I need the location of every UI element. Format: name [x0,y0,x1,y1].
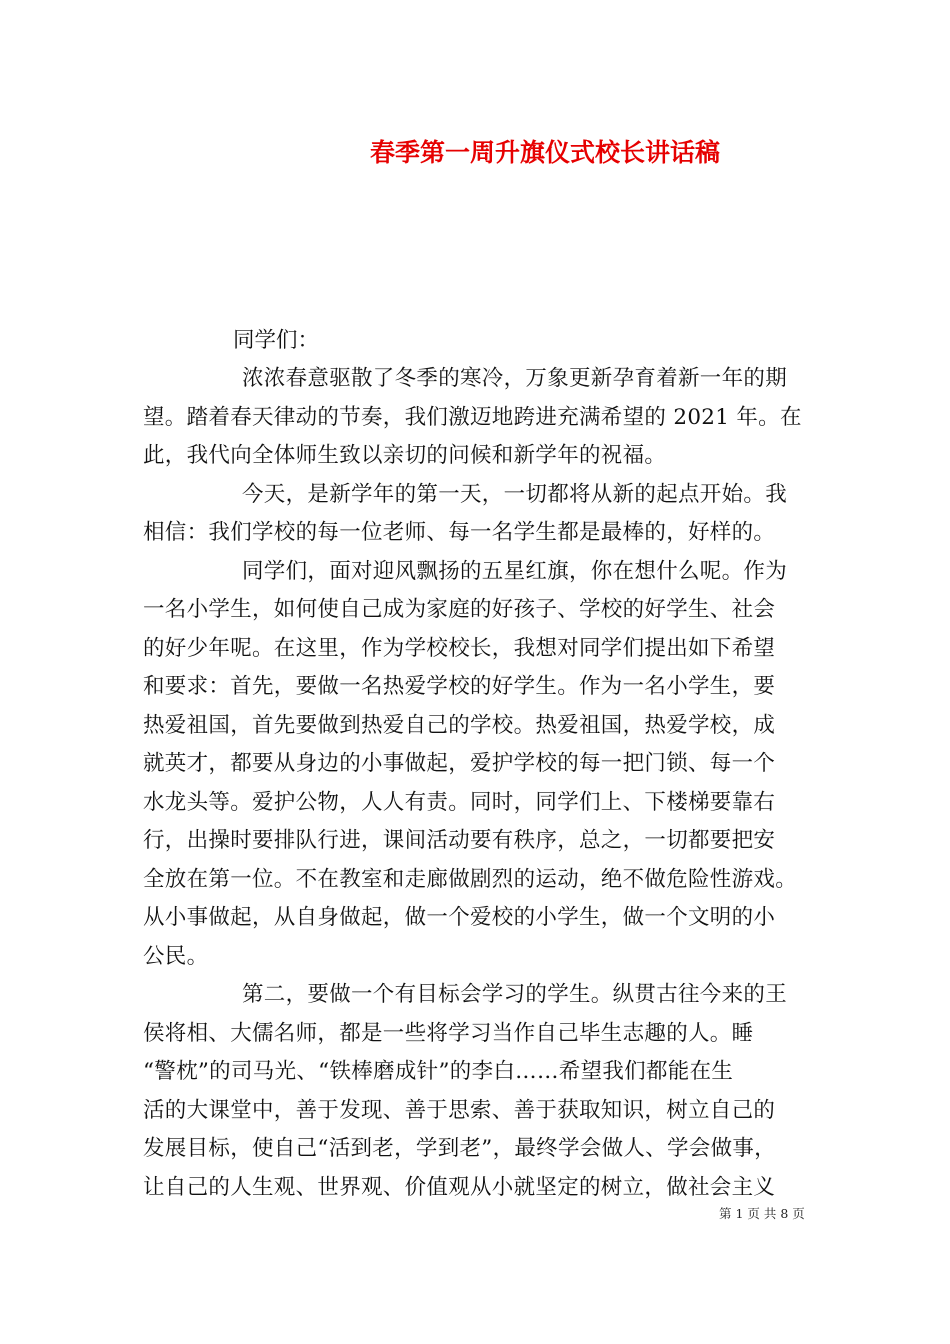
paragraph-line: 和要求：首先，要做一名热爱学校的好学生。作为一名小学生，要 [143,674,776,699]
paragraph-line: 今天，是新学年的第一天，一切都将从新的起点开始。我 [242,481,788,507]
paragraph-line: 一名小学生，如何使自己成为家庭的好孩子、学校的好学生、社会 [143,597,776,622]
page-title: 春季第一周升旗仪式校长讲话稿 [370,138,721,167]
paragraph-line: 公民。 [143,943,209,969]
paragraph-line: 此，我代向全体师生致以亲切的问候和新学年的祝福。 [143,443,667,468]
paragraph-line: 就英才，都要从身边的小事做起，爱护学校的每一把门锁、每一个 [143,751,776,776]
paragraph-line: 全放在第一位。不在教室和走廊做剧烈的运动，绝不做危险性游戏。 [143,866,798,892]
paragraph-line: 相信：我们学校的每一位老师、每一名学生都是最棒的，好样的。 [143,520,776,545]
paragraph-line: 活的大课堂中，善于发现、善于思索、善于获取知识，树立自己的 [143,1097,776,1123]
paragraph-line: 的好少年呢。在这里，作为学校校长，我想对同学们提出如下希望 [143,635,776,661]
paragraph-line: 浓浓春意驱散了冬季的寒冷，万象更新孕育着新一年的期 [242,366,788,391]
paragraph-line: 热爱祖国，首先要做到热爱自己的学校。热爱祖国，热爱学校，成 [143,712,776,738]
paragraph-line: 发展目标，使自己“活到老，学到老”，最终学会做人、学会做事， [143,1136,776,1161]
paragraph-line: 让自己的人生观、世界观、价值观从小就坚定的树立，做社会主义 [143,1174,776,1200]
paragraph-line: 行，出操时要排队行进，课间活动要有秩序，总之，一切都要把安 [143,828,776,853]
page-footer: 第 1 页 共 8 页 [719,1206,805,1221]
paragraph-line: 望。踏着春天律动的节奏，我们激迈地跨进充满希望的 2021 年。在 [143,404,802,430]
paragraph-line: 第二，要做一个有目标会学习的学生。纵贯古往今来的王 [242,982,788,1007]
paragraph-line: “警枕”的司马光、“铁棒磨成针”的李白……希望我们都能在生 [143,1059,734,1084]
paragraph-line: 从小事做起，从自身做起，做一个爱校的小学生，做一个文明的小 [143,905,776,930]
paragraph-line: 同学们，面对迎风飘扬的五星红旗，你在想什么呢。作为 [242,558,788,584]
paragraph-line: 侯将相、大儒名师，都是一些将学习当作自己毕生志趣的人。睡 [143,1020,754,1046]
salutation: 同学们： [233,328,320,353]
document-body [143,322,823,1207]
paragraph-line: 水龙头等。爱护公物，人人有责。同时，同学们上、下楼梯要靠右 [143,789,776,815]
